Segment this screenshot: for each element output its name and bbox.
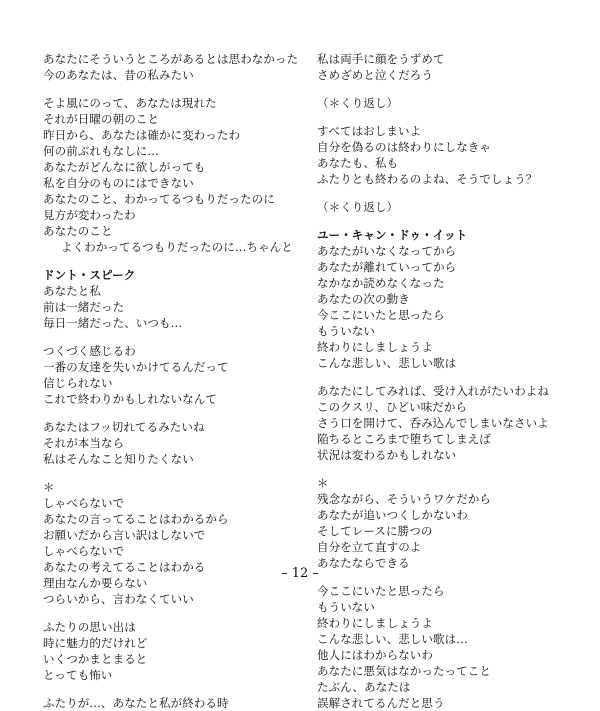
lyric-line: つらいから、言わなくていい bbox=[43, 592, 194, 606]
lyric-line: 私は両手に顔をうずめて bbox=[317, 52, 445, 66]
lyric-line: 陥ちるところまで堕ちてしまえば bbox=[317, 432, 491, 446]
lyric-line: 他人にはわからないわ bbox=[317, 648, 433, 662]
lyric-line: あなたがどんなに欲しがっても bbox=[43, 160, 206, 174]
lyric-line: すべてはおしまいよ bbox=[317, 124, 422, 138]
stanza-gap bbox=[43, 255, 313, 267]
song-title: ユー・キャン・ドゥ・イット bbox=[317, 228, 468, 242]
lyric-line: ふたりの思い出は bbox=[43, 620, 136, 634]
lyric-line: （＊くり返し） bbox=[317, 200, 399, 214]
lyric-line: こんな悲しい、悲しい歌は… bbox=[317, 632, 468, 646]
lyric-line: 状況は変わるかもしれない bbox=[317, 448, 457, 462]
lyric-line: お願いだから言い訳はしないで bbox=[43, 528, 206, 542]
lyric-line: あなたはフッ切れてるみたいね bbox=[43, 420, 205, 434]
lyric-line: さう口を開けて、呑み込んでしまいなさいよ bbox=[317, 416, 549, 430]
stanza-gap bbox=[43, 331, 313, 343]
lyric-line: ＊ bbox=[317, 476, 329, 490]
lyric-line: 昨日から、あなたは確かに変わったわ bbox=[43, 128, 241, 142]
lyric-line: なかなか読めなくなった bbox=[317, 276, 445, 290]
lyric-line: 私はそんなこと知りたくない bbox=[43, 452, 194, 466]
lyric-line: あなたに悪気はなかったってこと bbox=[317, 664, 491, 678]
lyric-line: しゃべらないで bbox=[43, 496, 125, 510]
lyric-line: こんな悲しい、悲しい歌は bbox=[317, 356, 457, 370]
song-title: ドント・スピーク bbox=[43, 268, 136, 282]
lyric-line: （＊くり返し） bbox=[317, 96, 399, 110]
lyric-line: 終わりにしましょうよ bbox=[317, 616, 433, 630]
lyric-line: いくつかまとまると bbox=[43, 652, 148, 666]
lyric-line: 私を自分のものにはできない bbox=[43, 176, 194, 190]
stanza-gap bbox=[317, 83, 587, 95]
lyric-line: 自分を立て直すのよ bbox=[317, 540, 422, 554]
stanza-gap bbox=[43, 83, 313, 95]
lyric-line: もういない bbox=[317, 600, 375, 614]
lyric-line: ＊ bbox=[43, 480, 55, 494]
lyric-line: とっても怖い bbox=[43, 668, 113, 682]
lyric-line: 残念ながら、そういうワケだから bbox=[317, 492, 491, 506]
lyric-line: 前は一緒だった bbox=[43, 300, 125, 314]
left-lyrics-column bbox=[43, 51, 313, 711]
stanza-gap bbox=[317, 463, 587, 475]
stanza-gap bbox=[317, 187, 587, 199]
stanza-gap bbox=[317, 371, 587, 383]
stanza-gap bbox=[43, 683, 313, 695]
lyric-line: あなたにそういうところがあるとは思わなかった bbox=[43, 52, 299, 66]
lyric-line: あなたと私 bbox=[43, 284, 101, 298]
lyric-line: 時に魅力的だけれど bbox=[43, 636, 148, 650]
lyric-line: たぶん、あなたは bbox=[317, 680, 411, 694]
lyric-line: あなたのこと、わかってるつもりだったのに bbox=[43, 192, 275, 206]
lyric-line: 見方が変わったわ bbox=[43, 208, 136, 222]
lyric-line: あなたにしてみれば、受け入れがたいわよね bbox=[317, 384, 549, 398]
stanza-gap bbox=[43, 407, 313, 419]
lyric-line: あなたの言ってることはわかるから bbox=[43, 512, 229, 526]
right-lyrics-column bbox=[317, 51, 587, 711]
lyric-line: それが日曜の朝のこと bbox=[43, 112, 159, 126]
lyric-line: 毎日一緒だった、いつも… bbox=[43, 316, 183, 330]
lyric-line: あなたが離れていってから bbox=[317, 260, 457, 274]
lyric-line: そよ風にのって、あなたは現れた bbox=[43, 96, 217, 110]
lyric-line: 誤解されてるんだと思う bbox=[317, 696, 445, 710]
lyric-line: しゃべらないで bbox=[43, 544, 125, 558]
lyric-line: さめざめと泣くだろう bbox=[317, 68, 433, 82]
lyric-line: このクスリ、ひどい味だから bbox=[317, 400, 468, 414]
stanza-gap bbox=[43, 467, 313, 479]
lyric-line: あなたのこと bbox=[43, 224, 113, 238]
lyric-line: よくわかってるつもりだったのに…ちゃんと bbox=[61, 240, 293, 254]
lyric-line: つくづく感じるわ bbox=[43, 344, 136, 358]
lyric-line: これで終わりかもしれないなんて bbox=[43, 392, 217, 406]
lyric-line: 何の前ぶれもなしに… bbox=[43, 144, 159, 158]
lyric-line: あなたの考えてることはわかる bbox=[43, 560, 206, 574]
stanza-gap bbox=[317, 215, 587, 227]
lyric-line: 理由なんか要らない bbox=[43, 576, 148, 590]
lyric-line: あなたが追いつくしかないわ bbox=[317, 508, 468, 522]
lyric-line: 今ここにいたと思ったら bbox=[317, 584, 445, 598]
lyric-line: あなたの次の動き bbox=[317, 292, 410, 306]
lyric-line: それが本当なら bbox=[43, 436, 125, 450]
lyric-line: もういない bbox=[317, 324, 375, 338]
lyric-line: 終わりにしましょうよ bbox=[317, 340, 433, 354]
lyric-line: あなたがいなくなってから bbox=[317, 244, 457, 258]
lyric-line: 信じられない bbox=[43, 376, 113, 390]
lyric-line: そしてレースに勝つの bbox=[317, 524, 433, 538]
stanza-gap bbox=[317, 111, 587, 123]
lyric-line: ふたりが…、あなたと私が終わる時 bbox=[43, 696, 229, 710]
lyric-line: 自分を偽るのは終わりにしなきゃ bbox=[317, 140, 491, 154]
lyric-line: 今ここにいたと思ったら bbox=[317, 308, 445, 322]
lyric-line: 一番の友達を失いかけてるんだって bbox=[43, 360, 229, 374]
lyric-line: あなたも、私も bbox=[317, 156, 399, 170]
stanza-gap bbox=[43, 607, 313, 619]
lyric-line: あなたならできる bbox=[317, 556, 410, 570]
lyric-line: 今のあなたは、昔の私みたい bbox=[43, 68, 194, 82]
page-number: – 12 – bbox=[281, 566, 319, 581]
lyric-line: ふたりとも終わるのよね、そうでしょう？ bbox=[317, 172, 538, 186]
